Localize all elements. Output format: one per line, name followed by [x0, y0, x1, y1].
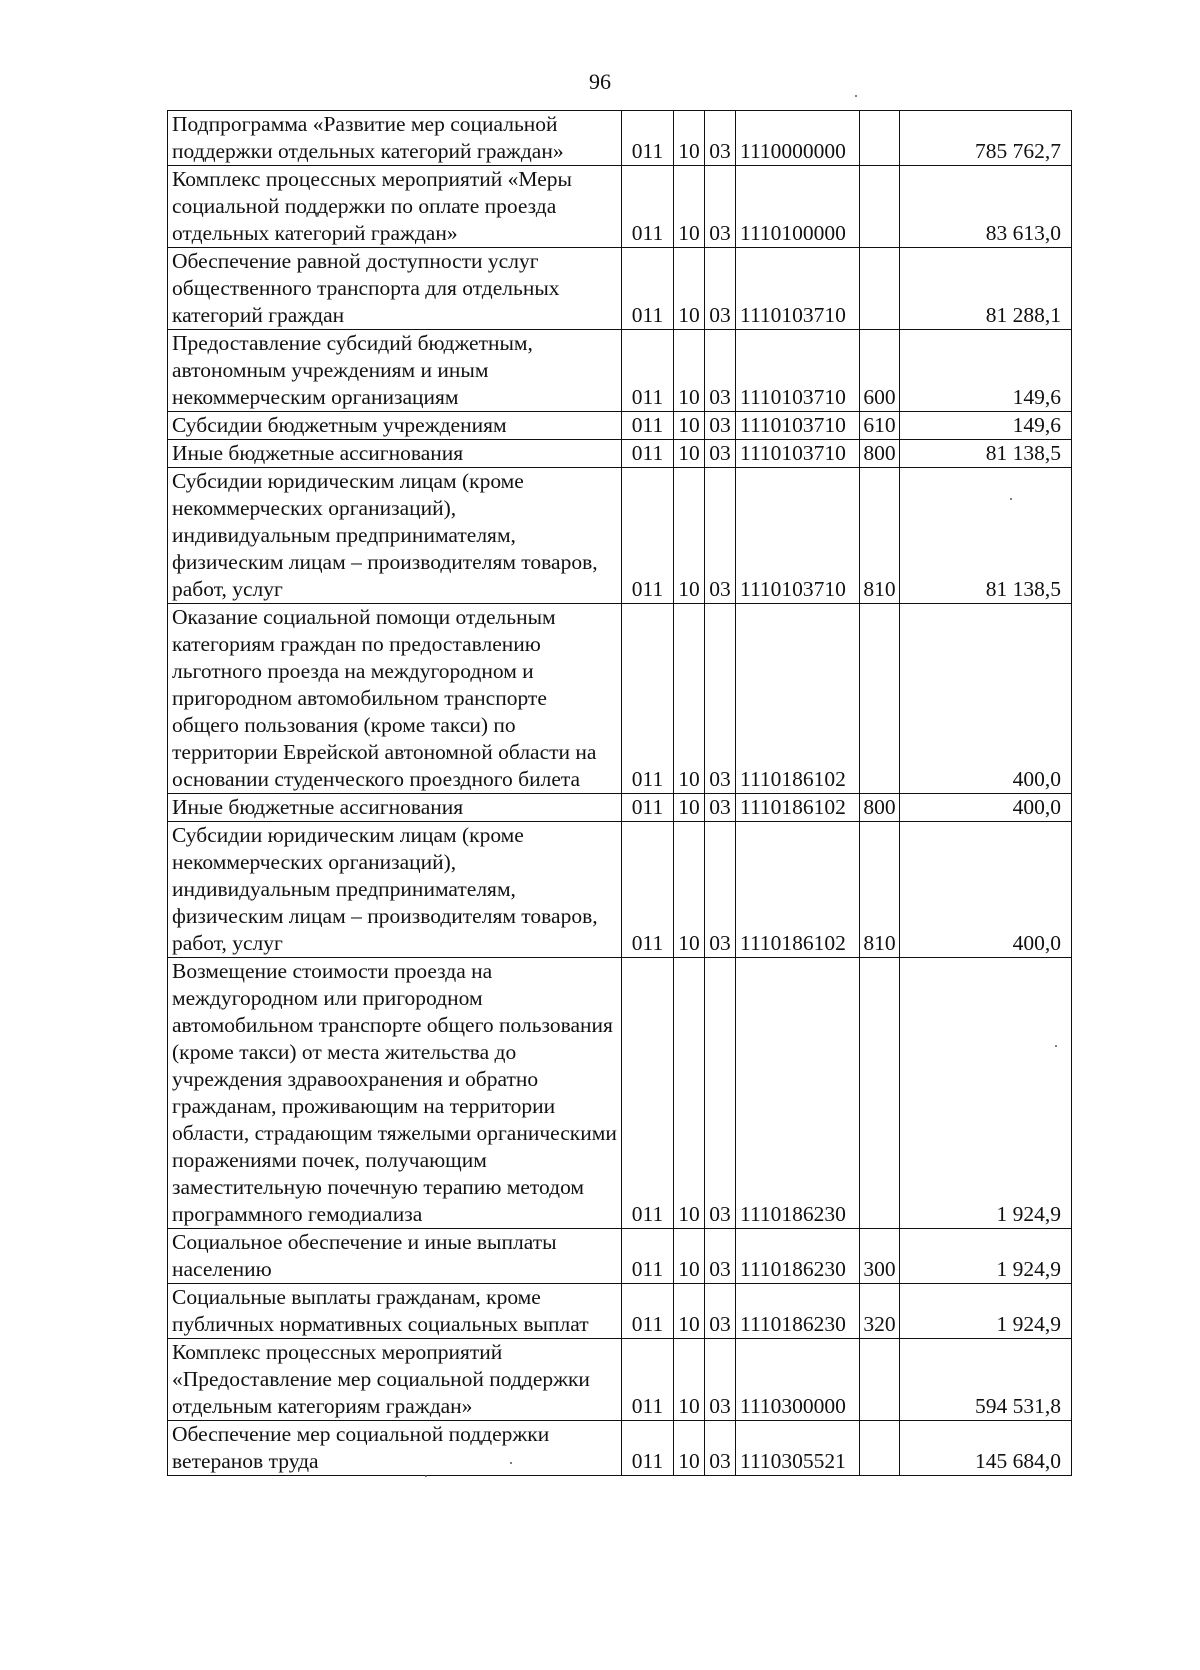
subsection-code-cell: 03: [705, 111, 736, 166]
amount-cell: 81 138,5: [900, 468, 1072, 604]
budget-table: [167, 110, 1072, 1476]
target-article-code-cell: 1110103710: [736, 468, 860, 604]
target-article-code-cell: 1110186102: [736, 604, 860, 794]
expense-type-code-cell: [860, 1339, 900, 1421]
amount-cell: 1 924,9: [900, 958, 1072, 1229]
grbs-code-cell: 011: [622, 1229, 674, 1284]
table-row: [168, 1339, 1072, 1421]
amount-cell: 81 138,5: [900, 440, 1072, 468]
row-name-cell: Субсидии юридическим лицам (кроме некоммерческих организаций), индивидуальным предпринимателям, физическим лицам – производителям товаров, работ, услуг: [168, 822, 622, 958]
subsection-code-cell: 03: [705, 1284, 736, 1339]
table-row: [168, 440, 1072, 468]
expense-type-code-cell: 610: [860, 412, 900, 440]
subsection-code-cell: 03: [705, 412, 736, 440]
subsection-code-cell: 03: [705, 958, 736, 1229]
row-name-cell: Оказание социальной помощи отдельным категориям граждан по предоставлению льготного проезда на междугородном и пригородном автомобильном транспорте общего пользования (кроме такси) по территории Еврейской автономной области на основании студенческого проездного билета: [168, 604, 622, 794]
grbs-code-cell: 011: [622, 958, 674, 1229]
section-code-cell: 10: [674, 794, 705, 822]
target-article-code-cell: 1110186230: [736, 1229, 860, 1284]
row-name-cell: Социальное обеспечение и иные выплаты населению: [168, 1229, 622, 1284]
amount-cell: 149,6: [900, 330, 1072, 412]
row-name-cell: Комплекс процессных мероприятий «Предоставление мер социальной поддержки отдельным категориям граждан»: [168, 1339, 622, 1421]
subsection-code-cell: 03: [705, 822, 736, 958]
grbs-code-cell: 011: [622, 1284, 674, 1339]
expense-type-code-cell: [860, 604, 900, 794]
target-article-code-cell: 1110300000: [736, 1339, 860, 1421]
section-code-cell: 10: [674, 468, 705, 604]
table-row: [168, 958, 1072, 1229]
target-article-code-cell: 1110100000: [736, 166, 860, 248]
section-code-cell: 10: [674, 330, 705, 412]
page-number: 96: [589, 69, 611, 94]
target-article-code-cell: 1110103710: [736, 248, 860, 330]
target-article-code-cell: 1110103710: [736, 440, 860, 468]
table-row: [168, 604, 1072, 794]
amount-cell: 1 924,9: [900, 1229, 1072, 1284]
grbs-code-cell: 011: [622, 248, 674, 330]
grbs-code-cell: 011: [622, 468, 674, 604]
section-code-cell: 10: [674, 440, 705, 468]
scan-speck: [855, 95, 857, 97]
row-name-cell: Иные бюджетные ассигнования: [168, 794, 622, 822]
amount-cell: 400,0: [900, 822, 1072, 958]
section-code-cell: 10: [674, 1421, 705, 1476]
grbs-code-cell: 011: [622, 412, 674, 440]
amount-cell: 1 924,9: [900, 1284, 1072, 1339]
subsection-code-cell: 03: [705, 1229, 736, 1284]
target-article-code-cell: 1110186102: [736, 822, 860, 958]
target-article-code-cell: 1110186102: [736, 794, 860, 822]
amount-cell: 145 684,0: [900, 1421, 1072, 1476]
subsection-code-cell: 03: [705, 604, 736, 794]
table-row: [168, 111, 1072, 166]
target-article-code-cell: 1110186230: [736, 958, 860, 1229]
table-row: [168, 468, 1072, 604]
row-name-cell: Обеспечение мер социальной поддержки ветеранов труда: [168, 1421, 622, 1476]
scan-speck: [1010, 498, 1012, 500]
expense-type-code-cell: [860, 111, 900, 166]
expense-type-code-cell: 320: [860, 1284, 900, 1339]
subsection-code-cell: 03: [705, 1421, 736, 1476]
amount-cell: 83 613,0: [900, 166, 1072, 248]
expense-type-code-cell: [860, 166, 900, 248]
expense-type-code-cell: 800: [860, 794, 900, 822]
target-article-code-cell: 1110305521: [736, 1421, 860, 1476]
section-code-cell: 10: [674, 1229, 705, 1284]
table-row: [168, 330, 1072, 412]
table-row: [168, 794, 1072, 822]
budget-table-body: [168, 111, 1072, 1476]
grbs-code-cell: 011: [622, 166, 674, 248]
amount-cell: 149,6: [900, 412, 1072, 440]
subsection-code-cell: 03: [705, 330, 736, 412]
expense-type-code-cell: 810: [860, 468, 900, 604]
amount-cell: 81 288,1: [900, 248, 1072, 330]
grbs-code-cell: 011: [622, 330, 674, 412]
subsection-code-cell: 03: [705, 440, 736, 468]
table-row: [168, 822, 1072, 958]
grbs-code-cell: 011: [622, 440, 674, 468]
amount-cell: 785 762,7: [900, 111, 1072, 166]
scan-speck: [510, 1462, 512, 1464]
target-article-code-cell: 1110186230: [736, 1284, 860, 1339]
grbs-code-cell: 011: [622, 1421, 674, 1476]
table-row: [168, 166, 1072, 248]
expense-type-code-cell: 800: [860, 440, 900, 468]
section-code-cell: 10: [674, 1339, 705, 1421]
scan-speck: [1055, 1045, 1057, 1047]
expense-type-code-cell: [860, 958, 900, 1229]
row-name-cell: Возмещение стоимости проезда на междугородном или пригородном автомобильном транспорте общего пользования (кроме такси) от места жительства до учреждения здравоохранения и обратно гражданам, проживающим на территории области, страдающим тяжелыми органическими поражениями почек, получающим заместительную почечную терапию методом программного гемодиализа: [168, 958, 622, 1229]
grbs-code-cell: 011: [622, 1339, 674, 1421]
table-row: [168, 412, 1072, 440]
row-name-cell: Подпрограмма «Развитие мер социальной поддержки отдельных категорий граждан»: [168, 111, 622, 166]
grbs-code-cell: 011: [622, 111, 674, 166]
amount-cell: 594 531,8: [900, 1339, 1072, 1421]
amount-cell: 400,0: [900, 604, 1072, 794]
row-name-cell: Комплекс процессных мероприятий «Меры социальной поддержки по оплате проезда отдельных категорий граждан»: [168, 166, 622, 248]
grbs-code-cell: 011: [622, 604, 674, 794]
target-article-code-cell: 1110103710: [736, 412, 860, 440]
table-row: [168, 1229, 1072, 1284]
expense-type-code-cell: [860, 1421, 900, 1476]
section-code-cell: 10: [674, 166, 705, 248]
subsection-code-cell: 03: [705, 248, 736, 330]
grbs-code-cell: 011: [622, 822, 674, 958]
table-row: [168, 1284, 1072, 1339]
subsection-code-cell: 03: [705, 166, 736, 248]
table-row: [168, 1421, 1072, 1476]
subsection-code-cell: 03: [705, 794, 736, 822]
section-code-cell: 10: [674, 1284, 705, 1339]
section-code-cell: 10: [674, 604, 705, 794]
section-code-cell: 10: [674, 958, 705, 1229]
row-name-cell: Субсидии юридическим лицам (кроме некоммерческих организаций), индивидуальным предпринимателям, физическим лицам – производителям товаров, работ, услуг: [168, 468, 622, 604]
section-code-cell: 10: [674, 248, 705, 330]
row-name-cell: Субсидии бюджетным учреждениям: [168, 412, 622, 440]
expense-type-code-cell: [860, 248, 900, 330]
row-name-cell: Обеспечение равной доступности услуг общественного транспорта для отдельных категорий граждан: [168, 248, 622, 330]
table-row: [168, 248, 1072, 330]
subsection-code-cell: 03: [705, 1339, 736, 1421]
row-name-cell: Иные бюджетные ассигнования: [168, 440, 622, 468]
target-article-code-cell: 1110000000: [736, 111, 860, 166]
amount-cell: 400,0: [900, 794, 1072, 822]
grbs-code-cell: 011: [622, 794, 674, 822]
section-code-cell: 10: [674, 412, 705, 440]
row-name-cell: Предоставление субсидий бюджетным, автономным учреждениям и иным некоммерческим организациям: [168, 330, 622, 412]
subsection-code-cell: 03: [705, 468, 736, 604]
expense-type-code-cell: 600: [860, 330, 900, 412]
section-code-cell: 10: [674, 822, 705, 958]
section-code-cell: 10: [674, 111, 705, 166]
target-article-code-cell: 1110103710: [736, 330, 860, 412]
scan-speck: [425, 1475, 427, 1477]
expense-type-code-cell: 300: [860, 1229, 900, 1284]
row-name-cell: Социальные выплаты гражданам, кроме публичных нормативных социальных выплат: [168, 1284, 622, 1339]
expense-type-code-cell: 810: [860, 822, 900, 958]
